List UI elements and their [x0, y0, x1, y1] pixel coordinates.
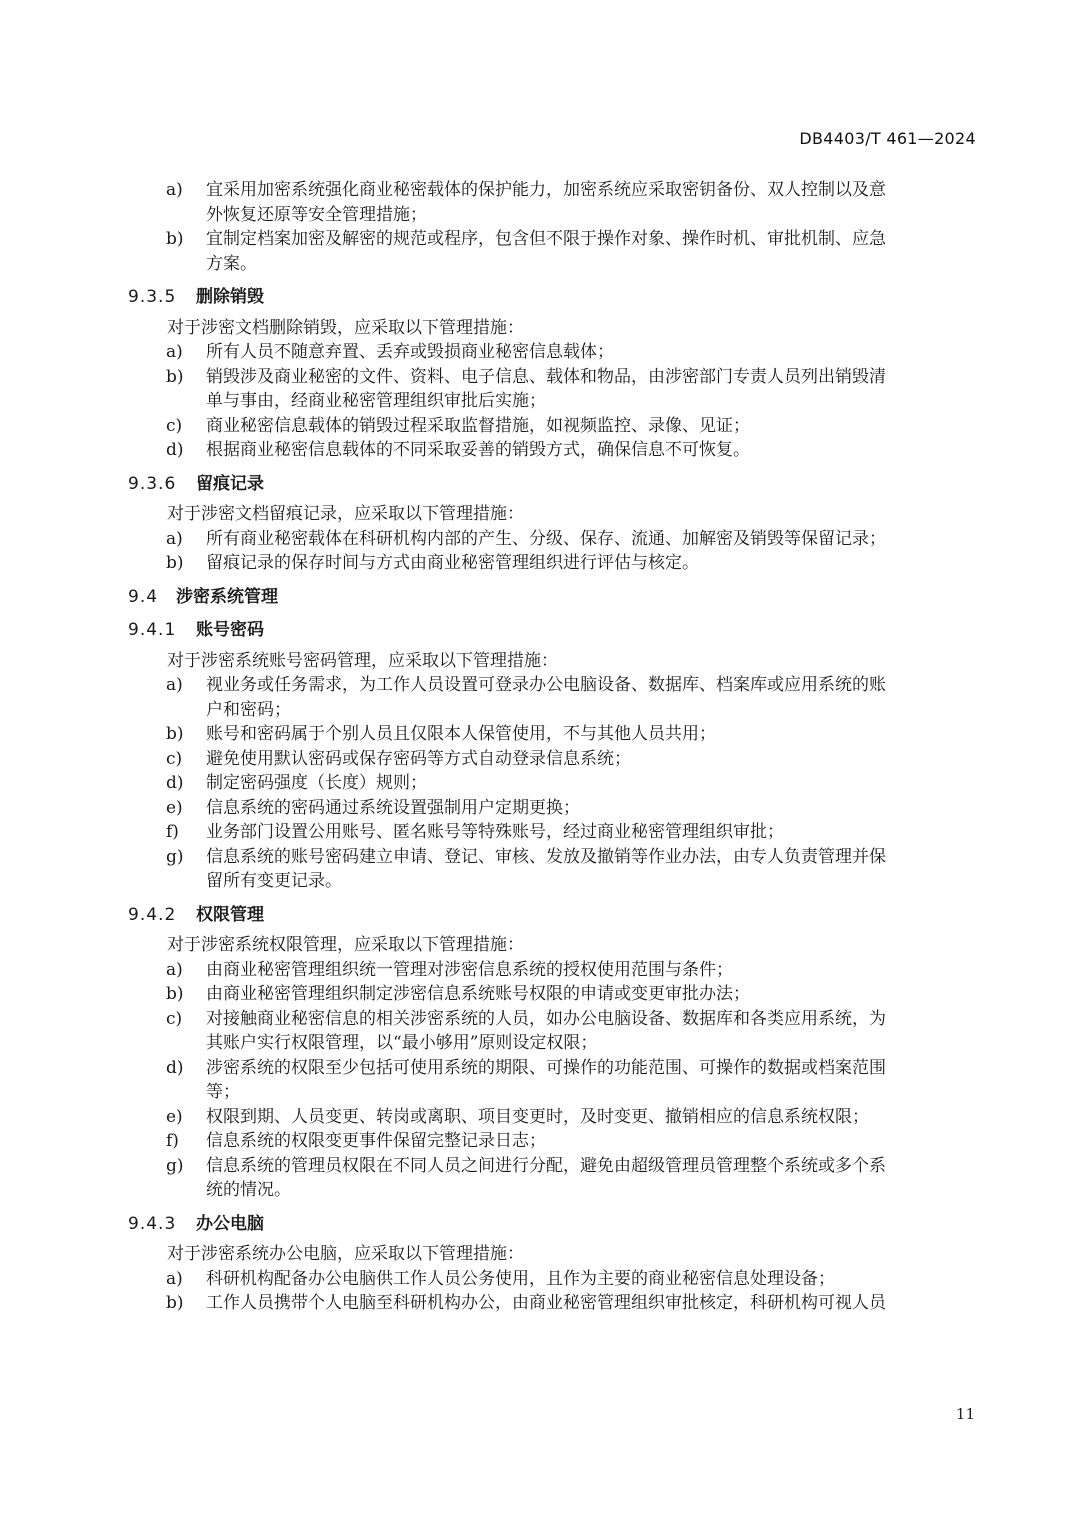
list-item — [0, 958, 1080, 983]
list-item-marker: c) — [166, 415, 183, 436]
list-item — [0, 1267, 1080, 1292]
list-item — [0, 1007, 1080, 1056]
document-code: DB4403/T 461—2024 — [799, 129, 976, 148]
list-item-marker: e) — [166, 797, 183, 818]
list-item-marker: g) — [166, 846, 184, 867]
list-item — [0, 1105, 1080, 1130]
list-item — [0, 747, 1080, 772]
section-title: 留痕记录 — [196, 473, 264, 494]
list-item-text: 业务部门设置公用账号、匿名账号等特殊账号，经过商业秘密管理组织审批； — [206, 822, 784, 842]
section-heading — [0, 285, 1080, 310]
list-item-text: 信息系统的管理员权限在不同人员之间进行分配，避免由超级管理员管理整个系统或多个系 — [206, 1155, 886, 1176]
section-title: 权限管理 — [196, 904, 264, 925]
list-item — [0, 1154, 1080, 1203]
list-item-marker: a) — [166, 1268, 183, 1289]
intro-text: 对于涉密文档删除销毁，应采取以下管理措施： — [167, 317, 524, 338]
list-item-marker: a) — [166, 675, 183, 695]
list-item — [0, 673, 1080, 722]
list-item — [0, 365, 1080, 414]
section-title: 涉密系统管理 — [176, 586, 278, 607]
list-item-marker: c) — [166, 1008, 183, 1029]
list-item-marker: e) — [166, 1106, 183, 1127]
list-item — [0, 438, 1080, 463]
list-item — [0, 551, 1080, 576]
list-item-text: 账号和密码属于个别人员且仅限本人保管使用，不与其他人员共用； — [206, 724, 716, 744]
list-item-text: 单与事由，经商业秘密管理组织审批后实施； — [206, 391, 546, 411]
list-item-text: 信息系统的密码通过系统设置强制用户定期更换； — [206, 797, 580, 818]
list-item — [0, 227, 1080, 276]
intro-paragraph — [0, 933, 1080, 958]
list-item-marker: b) — [166, 366, 184, 387]
list-item-text: 由商业秘密管理组织统一管理对涉密信息系统的授权使用范围与条件； — [206, 959, 733, 980]
list-item-text: 科研机构配备办公电脑供工作人员公务使用，且作为主要的商业秘密信息处理设备； — [206, 1268, 835, 1289]
list-item — [0, 982, 1080, 1007]
list-item-text: 制定密码强度（长度）规则； — [206, 773, 427, 793]
list-item — [0, 722, 1080, 747]
list-item — [0, 1129, 1080, 1154]
list-item-marker: d) — [166, 773, 184, 793]
section-number: 9.4.3 — [128, 1213, 177, 1234]
intro-paragraph — [0, 1242, 1080, 1267]
list-item-text: 留痕记录的保存时间与方式由商业秘密管理组织进行评估与核定。 — [206, 553, 699, 573]
list-item-marker: c) — [166, 748, 183, 769]
list-item-marker: b) — [166, 229, 184, 249]
list-item-text: 涉密系统的权限至少包括可使用系统的期限、可操作的功能范围、可操作的数据或档案范围 — [206, 1057, 886, 1078]
section-number: 9.4.2 — [128, 904, 177, 925]
intro-paragraph — [0, 502, 1080, 527]
list-item-marker: f) — [166, 1131, 179, 1151]
intro-paragraph — [0, 649, 1080, 674]
list-item — [0, 527, 1080, 552]
section-number: 9.4 — [128, 586, 159, 607]
section-number: 9.3.5 — [128, 287, 177, 307]
list-item-text: 信息系统的账号密码建立申请、登记、审核、发放及撤销等作业办法，由专人负责管理并保 — [206, 846, 886, 867]
list-item — [0, 771, 1080, 796]
list-item-text: 宜制定档案加密及解密的规范或程序，包含但不限于操作对象、操作时机、审批机制、应急 — [206, 229, 886, 249]
list-item-text: 所有商业秘密载体在科研机构内部的产生、分级、保存、流通、加解密及销毁等保留记录； — [206, 528, 886, 549]
list-item-marker: d) — [166, 440, 184, 460]
list-item — [0, 845, 1080, 894]
intro-paragraph — [0, 316, 1080, 341]
list-item-text: 等； — [206, 1082, 240, 1102]
list-item-text: 权限到期、人员变更、转岗或离职、项目变更时，及时变更、撤销相应的信息系统权限； — [206, 1106, 869, 1127]
section-number: 9.4.1 — [128, 620, 177, 640]
list-item-text: 外恢复还原等安全管理措施； — [206, 204, 427, 225]
list-item-text: 宜采用加密系统强化商业秘密载体的保护能力，加密系统应采取密钥备份、双人控制以及意 — [206, 180, 886, 200]
list-item-text: 销毁涉及商业秘密的文件、资料、电子信息、载体和物品，由涉密部门专责人员列出销毁清 — [206, 366, 886, 387]
section-number: 9.3.6 — [128, 473, 177, 494]
intro-text: 对于涉密系统权限管理，应采取以下管理措施： — [167, 935, 524, 955]
section-heading — [0, 585, 1080, 610]
section-title: 删除销毁 — [196, 287, 264, 307]
list-item-text: 所有人员不随意弃置、丢弃或毁损商业秘密信息载体； — [206, 342, 614, 362]
page-number: 11 — [955, 1405, 975, 1423]
document-body — [0, 178, 1080, 1316]
list-item — [0, 1056, 1080, 1105]
list-item-text: 户和密码； — [206, 699, 291, 720]
list-item-text: 信息系统的权限变更事件保留完整记录日志； — [206, 1131, 546, 1151]
section-heading — [0, 1212, 1080, 1237]
list-item — [0, 796, 1080, 821]
list-item-marker: a) — [166, 528, 183, 549]
list-item-text: 工作人员携带个人电脑至科研机构办公，由商业秘密管理组织审批核定，科研机构可视人员 — [206, 1293, 886, 1313]
intro-text: 对于涉密系统账号密码管理，应采取以下管理措施： — [167, 650, 558, 671]
list-item — [0, 820, 1080, 845]
list-item-text: 由商业秘密管理组织制定涉密信息系统账号权限的申请或变更审批办法； — [206, 984, 750, 1004]
section-heading — [0, 472, 1080, 497]
intro-text: 对于涉密系统办公电脑，应采取以下管理措施： — [167, 1244, 524, 1264]
list-item-marker: b) — [166, 1293, 184, 1313]
list-item-marker: b) — [166, 724, 184, 744]
list-item-marker: g) — [166, 1155, 184, 1176]
list-item-text: 统的情况。 — [206, 1180, 291, 1200]
list-item-text: 避免使用默认密码或保存密码等方式自动登录信息系统； — [206, 748, 631, 769]
list-item-text: 留所有变更记录。 — [206, 871, 342, 891]
list-item-text: 根据商业秘密信息载体的不同采取妥善的销毁方式，确保信息不可恢复。 — [206, 440, 750, 460]
section-title: 办公电脑 — [196, 1213, 264, 1234]
list-item — [0, 414, 1080, 439]
list-item — [0, 340, 1080, 365]
list-item-marker: b) — [166, 984, 184, 1004]
list-item-marker: f) — [166, 822, 179, 842]
list-item — [0, 1291, 1080, 1316]
list-item-marker: a) — [166, 959, 183, 980]
list-item-text: 方案。 — [206, 253, 257, 274]
list-item-marker: a) — [166, 180, 183, 200]
section-heading — [0, 903, 1080, 928]
list-item-marker: a) — [166, 342, 183, 362]
section-heading — [0, 618, 1080, 643]
intro-text: 对于涉密文档留痕记录，应采取以下管理措施： — [167, 504, 524, 524]
list-item-text: 其账户实行权限管理，以“最小够用”原则设定权限； — [206, 1033, 598, 1053]
section-title: 账号密码 — [196, 620, 264, 640]
list-item-text: 视业务或任务需求，为工作人员设置可登录办公电脑设备、数据库、档案库或应用系统的账 — [206, 675, 886, 695]
list-item-text: 商业秘密信息载体的销毁过程采取监督措施，如视频监控、录像、见证； — [206, 415, 750, 436]
list-item — [0, 178, 1080, 227]
list-item-marker: b) — [166, 553, 184, 573]
list-item-marker: d) — [166, 1057, 184, 1078]
list-item-text: 对接触商业秘密信息的相关涉密系统的人员，如办公电脑设备、数据库和各类应用系统，为 — [206, 1008, 886, 1029]
